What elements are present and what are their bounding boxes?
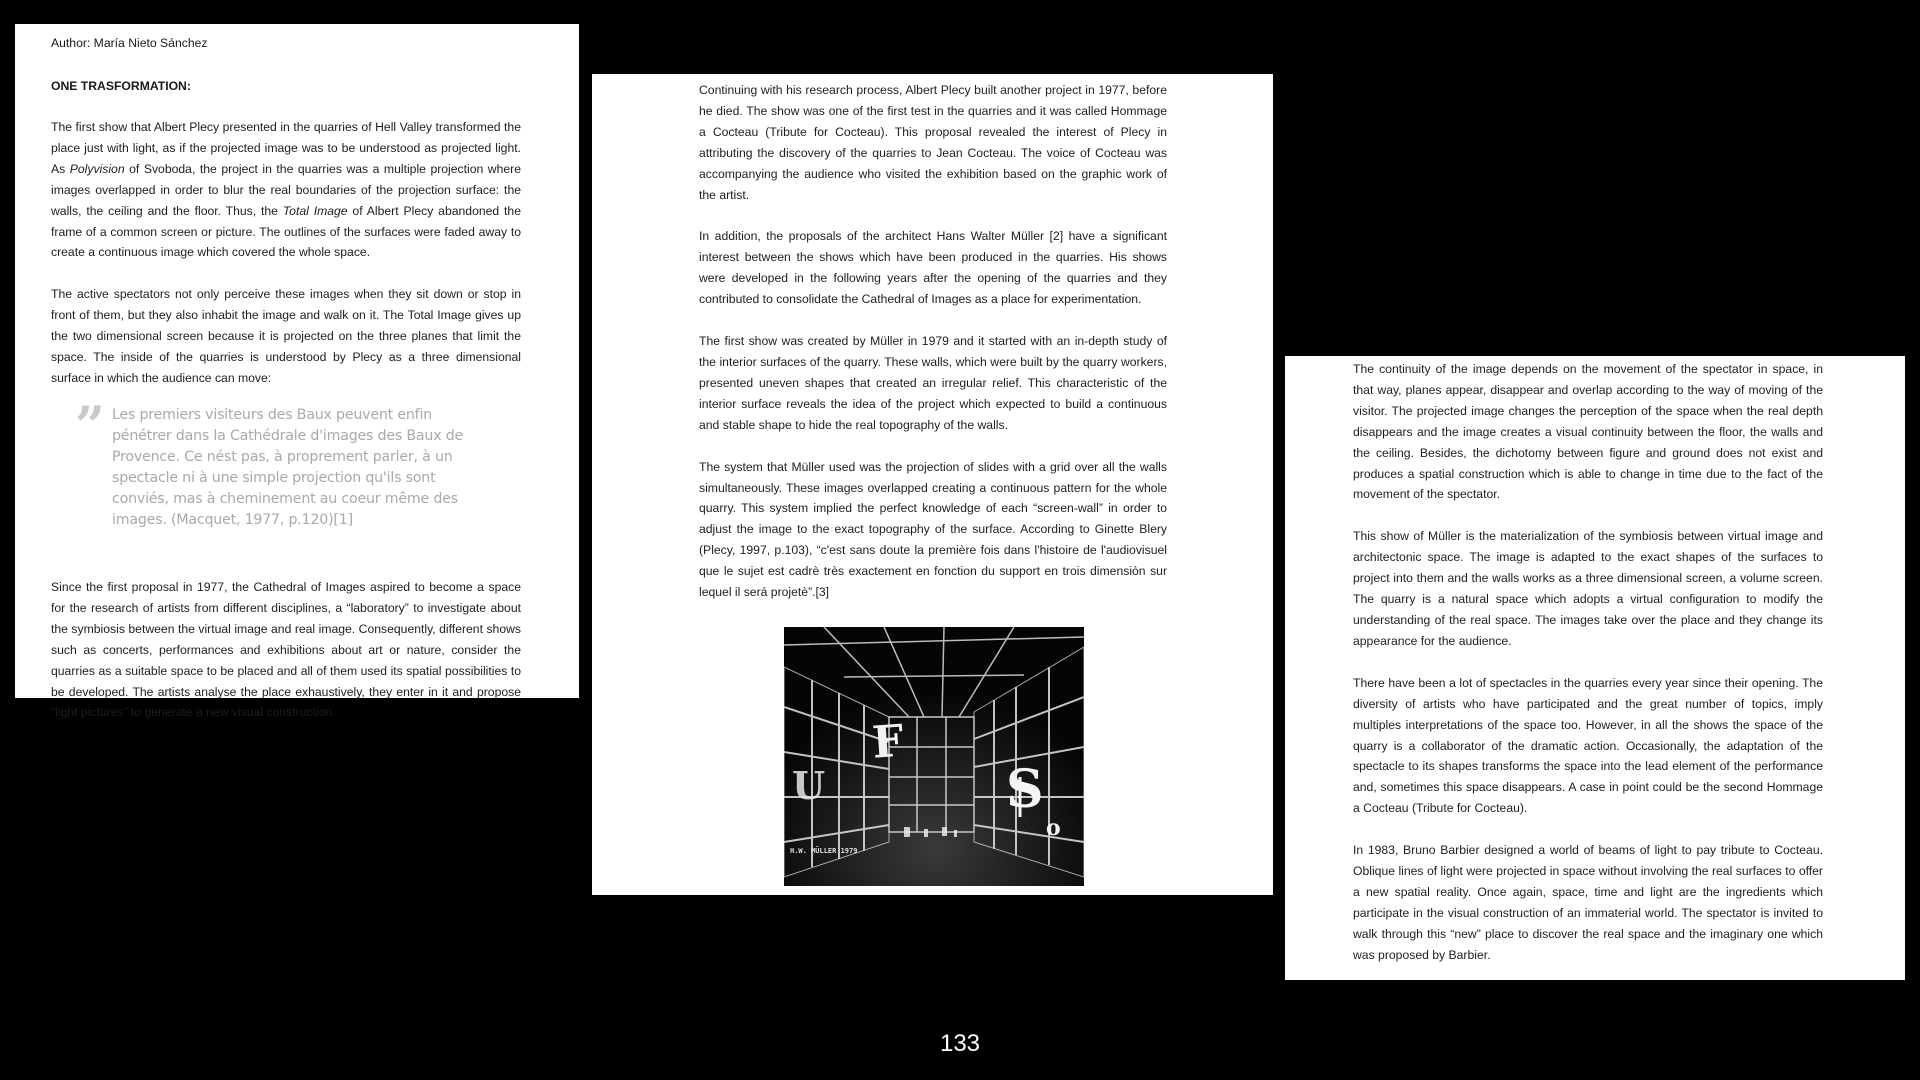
- photo-illustration: [784, 627, 1084, 886]
- emphasis-text: Polyvision: [69, 161, 125, 176]
- paragraph: The system that Müller used was the projection of slides with a grid over all the walls simultaneously. These images overlapped creating a continuous pattern for the whole quarry. This system implied the perfect knowledge of each “screen-wall” in order to adjust the image to the exact topography of the surface. According to Ginette Blery (Plecy, 1997, p.103), “c'est sans doute la première fois dans l'histoire de l'audiovisuel que le sujet est cadrè très exactement en fonction du support en trois dimensiòn sur lequel il será projetè”.[3]: [699, 459, 1167, 600]
- document-page-1: [15, 24, 579, 720]
- photo-caption: H.W. MÜLLER 1979: [790, 847, 858, 855]
- svg-text:S: S: [1006, 759, 1044, 820]
- paragraph: There have been a lot of spectacles in the quarries every year since their opening. The diversity of artists who have participated and the great number of topics, imply multiples interpretations of the space too. However, in all the shows the space of the quarry is a collaborator of the dramatic action. Occasionally, the adaptation of the spectacle to its shapes transforms the space into the lead element of the performance and, sometimes this space disappears. A case in point could be the second Hommage a Cocteau (Tribute for Cocteau).: [1353, 675, 1823, 816]
- author-line: Author: María Nieto Sánchez: [51, 36, 208, 50]
- emphasis-text: Total Image: [282, 203, 348, 218]
- svg-text:F: F: [870, 715, 906, 769]
- paragraph: Continuing with his research process, Albert Plecy built another project in 1977, before he died. The show was one of the first test in the quarries and it was called Hommage a Cocteau (Tribute for Cocteau). This proposal revealed the interest of Plecy in attributing the discovery of the quarries to Jean Cocteau. The voice of Cocteau was accompanying the audience who visited the exhibition based on the graphic work of the artist.: [699, 83, 1167, 202]
- document-page-3: [1285, 356, 1905, 980]
- paragraph: This show of Müller is the materialization of the symbiosis between virtual image and architectonic space. The image is adapted to the exact shapes of the surfaces to project into them and the walls works as a three dimensional screen, a volume screen. The quarry is a natural space which adopts a virtual configuration to modify the understanding of the real space. The images take over the place and they change its appearance for the audience.: [1353, 529, 1823, 648]
- paragraph: [51, 117, 521, 263]
- paragraph-text: The first show that Albert Plecy presented in the quarries of Hell Valley transformed the place just with light, as if the projected image was to be understood as projected light. As: [51, 120, 521, 176]
- paragraph: The continuity of the image depends on the movement of the spectator in space, in that way, planes appear, disappear and overlap according to the way of moving of the visitor. The projected image changes the perception of the space when the real depth disappears and the image creates a visual continuity between the floor, the walls and the ceiling. Besides, the dichotomy between figure and ground does not exist and produces a spatial construction which is able to change in time due to the fact of the movement of the spectator.: [1353, 362, 1823, 502]
- paragraph: The first show was created by Müller in 1979 and it started with an in-depth study of the interior surfaces of the quarry. These walls, which were built by the quarry workers, presented uneven shapes that created an irregular relief. This characteristic of the interior surface reveals the idea of the project which expected to build a continuous and stable shape to hide the real topography of the walls.: [699, 334, 1167, 432]
- paragraph: The active spectators not only perceive these images when they sit down or stop in front of them, but they also inhabit the image and walk on it. The Total Image gives up the two dimensional screen because it is projected on the three planes that limit the space. The inside of the quarries is understood by Plecy as a three dimensional surface in which the audience can move:: [51, 287, 521, 385]
- paragraph: Since the first proposal in 1977, the Cathedral of Images aspired to become a space for the research of artists from different disciplines, a “laboratory” to investigate about the symbiosis between the virtual image and real image. Consequently, different shows such as concerts, performances and exhibitions about art or nature, consider the quarries as a suitable space to be placed and all of them used its spatial possibilities to be developed. The artists analyse the place exhaustively, they enter in it and propose “light pictures” to generate a new visual construction.: [51, 580, 521, 720]
- section-heading: ONE TRASFORMATION:: [51, 79, 191, 93]
- quote-mark-icon: ”: [75, 396, 105, 457]
- page1-text-block-top: [51, 117, 521, 389]
- paragraph-text: of Albert Plecy abandoned the frame of a common screen or picture. The outlines of the surfaces were faded away to create a continuous image which covered the whole space.: [51, 203, 521, 260]
- grid-projection-photo: [784, 627, 1084, 886]
- paragraph-text: of Svoboda, the project in the quarries was a multiple projection where images overlapped in order to blur the real boundaries of the projection surface: the walls, the ceiling and the floor. Thus, the: [51, 161, 522, 218]
- quote-text: Les premiers visiteurs des Baux peuvent enfin pénétrer dans la Cathédrale d'images des Baux de Provence. Ce nést pas, à proprement parler, à un spectacle ni à une simple projection qu'ils sont conviés, mas à cheminement au coeur même des images. (Macquet, 1977, p.120)[1]: [112, 407, 464, 528]
- document-page-2: [592, 74, 1273, 895]
- page3-text-block: [1353, 359, 1823, 966]
- page1-text-block-bottom: [51, 577, 521, 723]
- paragraph: In addition, the proposals of the architect Hans Walter Müller [2] have a significant interest between the shows which have been produced in the quarries. His shows were developed in the following years after the opening of the quarries and they contributed to consolidate the Cathedral of Images as a place for experimentation.: [699, 229, 1167, 307]
- page-number: 133: [939, 1030, 981, 1057]
- svg-text:U: U: [792, 763, 826, 808]
- paragraph: In 1983, Bruno Barbier designed a world of beams of light to pay tribute to Cocteau. Oblique lines of light were projected in space without involving the real surfaces to offer a new spatial reality. Once again, space, time and light are the ingredients which participate in the visual construction of an immaterial world. The spectator is invited to walk through this “new” place to discover the real space and the imaginary one which was proposed by Barbier.: [1353, 843, 1823, 962]
- page2-text-block: [699, 80, 1167, 603]
- svg-text:o: o: [1046, 815, 1061, 841]
